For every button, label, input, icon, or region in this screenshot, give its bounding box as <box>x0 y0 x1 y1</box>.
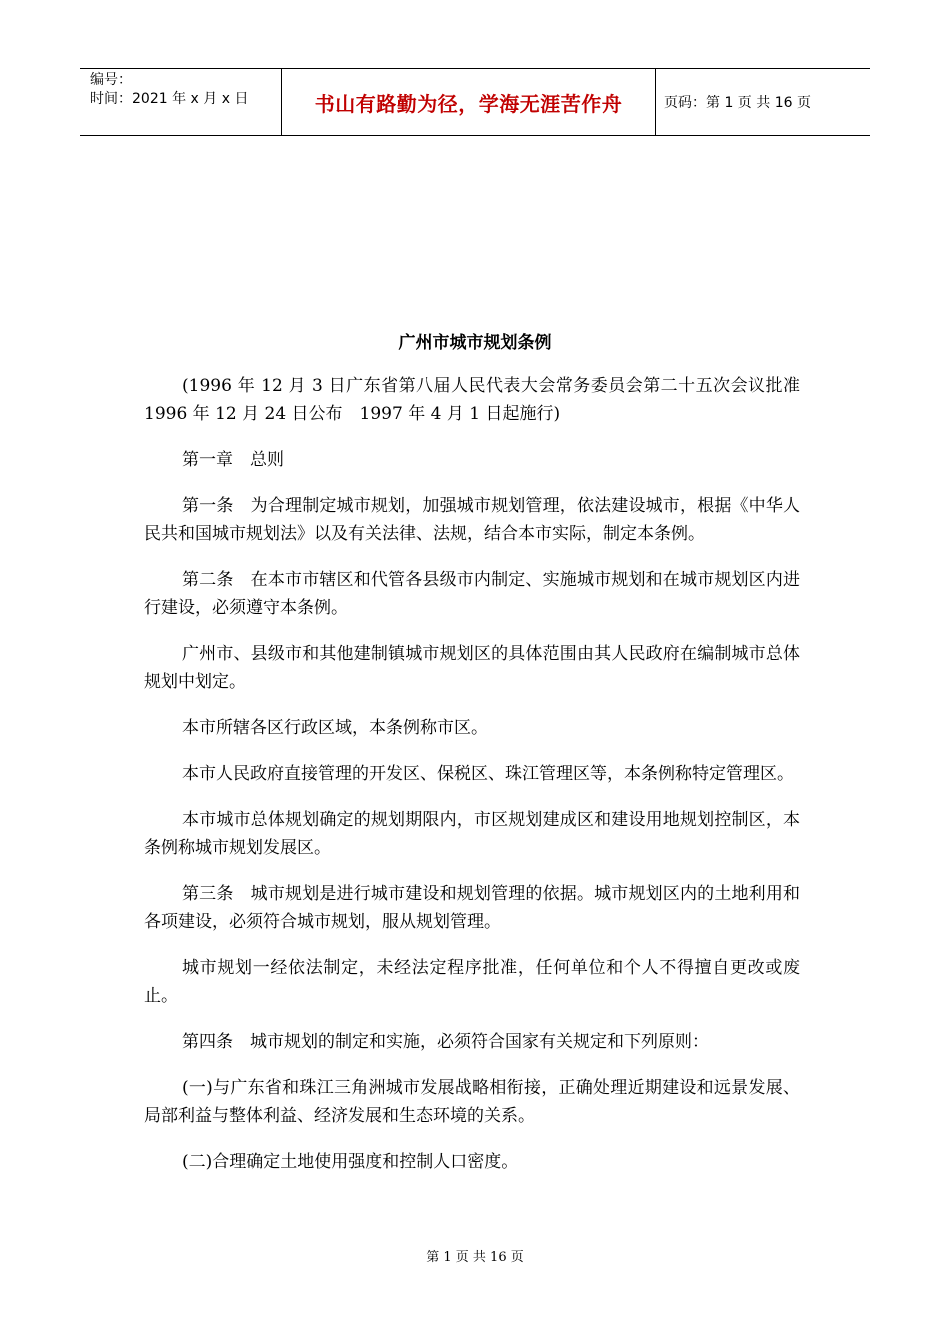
paragraph: (一)与广东省和珠江三角洲城市发展战略相衔接，正确处理近期建设和远景发展、局部利益与整体利益、经济发展和生态环境的关系。 <box>144 1078 800 1126</box>
paragraph: 城市规划一经依法制定，未经法定程序批准，任何单位和个人不得擅自更改或废止。 <box>144 958 800 1006</box>
paragraph: 第二条 在本市市辖区和代管各县级市内制定、实施城市规划和在城市规划区内进行建设，必须遵守本条例。 <box>144 570 800 618</box>
paragraph: 本市人民政府直接管理的开发区、保税区、珠江管理区等，本条例称特定管理区。 <box>182 764 794 784</box>
chapter-heading: 第一章 总则 <box>182 450 284 470</box>
paragraph: (1996 年 12 月 3 日广东省第八届人民代表大会常务委员会第二十五次会议批准 1996 年 12 月 24 日公布 1997 年 4 月 1 日起施行) <box>144 376 817 424</box>
document-date-label: 时间：2021 年 x 月 x 日 <box>90 91 249 107</box>
paragraph: 本市所辖各区行政区域，本条例称市区。 <box>182 718 488 738</box>
document-title: 广州市城市规划条例 <box>398 333 552 353</box>
page-header <box>80 68 870 136</box>
document-body <box>144 372 817 1194</box>
paragraph: (二)合理确定土地使用强度和控制人口密度。 <box>182 1152 519 1172</box>
paragraph: 第四条 城市规划的制定和实施，必须符合国家有关规定和下列原则： <box>182 1032 709 1052</box>
header-page-info: 页码：第 1 页 共 16 页 <box>664 95 811 111</box>
header-meta-cell <box>80 69 282 135</box>
paragraph: 广州市、县级市和其他建制镇城市规划区的具体范围由其人民政府在编制城市总体规划中划定。 <box>144 644 800 692</box>
paragraph: 本市城市总体规划确定的规划期限内，市区规划建成区和建设用地规划控制区，本条例称城市规划发展区。 <box>144 810 800 858</box>
paragraph: 第三条 城市规划是进行城市建设和规划管理的依据。城市规划区内的土地利用和各项建设，必须符合城市规划，服从规划管理。 <box>144 884 800 932</box>
header-motto: 书山有路勤为径，学海无涯苦作舟 <box>282 69 656 135</box>
page-footer: 第 1 页 共 16 页 <box>426 1250 524 1265</box>
document-number-label: 编号： <box>90 72 132 88</box>
paragraph: 第一条 为合理制定城市规划，加强城市规划管理，依法建设城市，根据《中华人民共和国城市规划法》以及有关法律、法规，结合本市实际，制定本条例。 <box>144 496 800 544</box>
